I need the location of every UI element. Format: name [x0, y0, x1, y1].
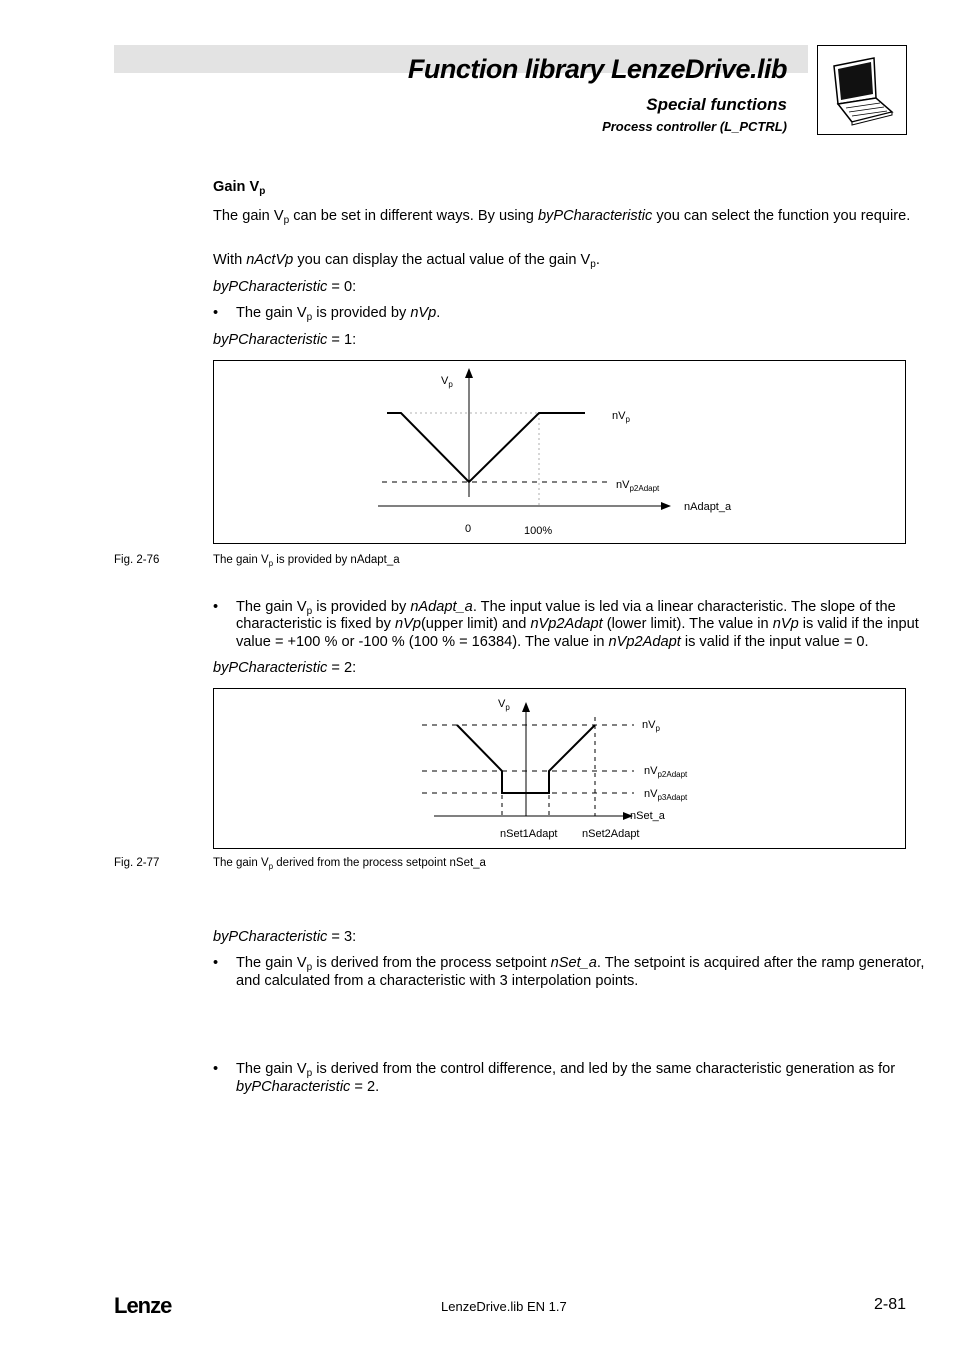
- laptop-icon: [817, 45, 907, 135]
- tick-nset1adapt: nSet1Adapt: [500, 828, 558, 840]
- gain-display-paragraph: With nActVp you can display the actual value of the gain $V_p$.: [213, 252, 600, 270]
- figure-2-76-number: Fig. 2-76: [114, 554, 160, 566]
- x-axis-label: nSet_a: [630, 810, 665, 822]
- figure-2-77-diagram: [214, 689, 905, 848]
- gain-intro-paragraph: The gain $V_p$ can be set in different ways. By using byPCharacteristic you can select the function you require.: [213, 208, 911, 226]
- characteristic-curve: [387, 413, 585, 482]
- case1-label: byPCharacteristic = 1:: [213, 332, 357, 348]
- section-title: Special functions: [646, 95, 787, 114]
- y-axis-label: $V_p$: [441, 375, 453, 389]
- footer-doc-id: LenzeDrive.lib EN 1.7: [441, 1299, 567, 1314]
- tick-nset2adapt: nSet2Adapt: [582, 828, 640, 840]
- level-1-label: $nV_p$: [642, 719, 660, 733]
- figure-2-77: [213, 688, 906, 849]
- case2-bullet: • The gain $V_p$ is derived from the process setpoint nSet_a. The setpoint is acquired after the ramp generator, and calculated from a characteristic with 3 interpolation points.: [213, 955, 925, 989]
- case1-bullet: • The gain $V_p$ is provided by nAdapt_a. The input value is led via a linear characteristic. The slope of the characteristic is fixed by nVp(upper limit) and nVp2Adapt (lower limit). The value in nVp is valid if the input value = +100 % or -100 % (100 % = 16384). The value in nVp2Adapt is valid if the input value = 0.: [213, 598, 919, 650]
- y-axis-label: $V_p$: [498, 698, 510, 712]
- figure-2-77-caption: The gain $V_p$ derived from the process setpoint nSet_a: [213, 857, 486, 871]
- level-2-label: $nV_{p2Adapt}$: [644, 765, 688, 779]
- level-3-label: $nV_{p3Adapt}$: [644, 788, 688, 802]
- x-axis-label: nAdapt_a: [684, 501, 732, 513]
- figure-2-76-caption: The gain $V_p$ is provided by nAdapt_a: [213, 554, 400, 568]
- gain-heading: Gain $V_p$: [213, 179, 266, 197]
- figure-2-76-diagram: [214, 361, 905, 543]
- tick-zero: 0: [465, 523, 472, 535]
- figure-2-77-number: Fig. 2-77: [114, 857, 160, 869]
- subsection-title: Process controller (L_PCTRL): [602, 119, 787, 134]
- page-title: Function library LenzeDrive.lib: [407, 54, 787, 84]
- tick-100-percent: 100%: [524, 525, 553, 537]
- page-number: 2-81: [873, 1296, 906, 1313]
- case3-bullet: • The gain $V_p$ is derived from the control difference, and led by the same characteristic generation as for byPCharacteristic = 2.: [213, 1061, 896, 1095]
- upper-level-label: $nV_p$: [612, 410, 630, 424]
- case2-label: byPCharacteristic = 2:: [213, 660, 357, 676]
- case0-bullet: • The gain $V_p$ is provided by nVp.: [213, 305, 441, 323]
- figure-2-76: [213, 360, 906, 544]
- lower-level-label: $nV_{p2Adapt}$: [616, 479, 660, 493]
- case3-label: byPCharacteristic = 3:: [213, 929, 357, 945]
- case0-label: byPCharacteristic = 0:: [213, 279, 357, 295]
- lenze-logo: Lenze: [114, 1293, 172, 1318]
